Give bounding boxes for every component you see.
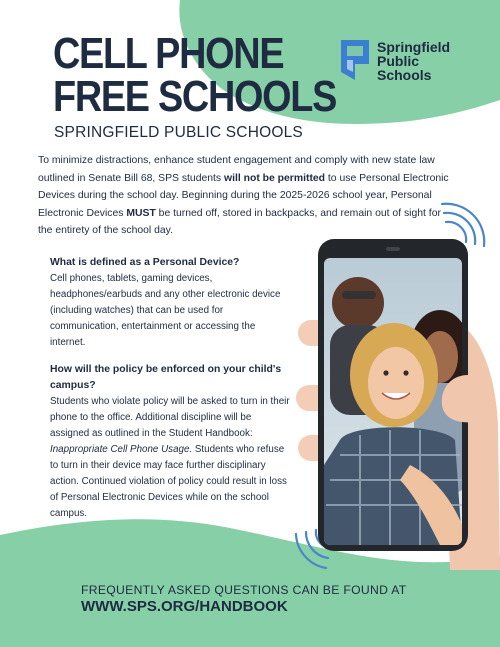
- faq-section: [50, 255, 290, 522]
- title-line-2: FREE SCHOOLS: [53, 72, 337, 121]
- phone-speaker: [386, 247, 400, 251]
- faq-question: How will the policy be enforced on your child's campus?: [50, 364, 282, 392]
- faq-question: What is defined as a Personal Device?: [50, 257, 240, 268]
- faq-answer: [50, 394, 290, 521]
- page-title: [53, 29, 337, 121]
- springfield-book-mark-icon: [341, 40, 371, 80]
- faq-answer: Cell phones, tablets, gaming devices, headphones/earbuds and any other electronic device (including watches) that can be used for communication, entertainment or accessing the internet.: [50, 272, 281, 348]
- intro-bold-2: MUST: [126, 207, 156, 219]
- logo-line-3: Schools: [377, 67, 432, 83]
- page-subtitle: SPRINGFIELD PUBLIC SCHOOLS: [54, 124, 303, 141]
- intro-text-3: be turned off, stored in backpacks, and remain out of sight for the entirety of the school day.: [38, 207, 441, 236]
- footer-note: FREQUENTLY ASKED QUESTIONS CAN BE FOUND AT: [81, 583, 407, 597]
- title-line-1: CELL PHONE: [53, 29, 284, 78]
- intro-bold-1: will not be permitted: [224, 172, 326, 184]
- logo-line-1: Springfield: [377, 39, 451, 55]
- faq-answer-text-2: Students who refuse to turn in their device may face further disciplinary action. Continued violation of policy could result in loss of Personal Electronic Devices while on the school campus.: [50, 443, 287, 519]
- faq-answer-italic: Inappropriate Cell Phone Usage.: [50, 443, 193, 455]
- logo-line-2: Public: [377, 53, 420, 69]
- faq-answer-text-1: Students who violate policy will be asked to turn in their phone to the office. Additional discipline will be assigned as outlined in the Student Handbook:: [50, 396, 290, 440]
- faq-item: [50, 255, 290, 350]
- phone-illustration: [290, 225, 500, 570]
- faq-item: [50, 362, 290, 521]
- handbook-link[interactable]: WWW.SPS.ORG/HANDBOOK: [81, 598, 288, 615]
- intro-text-1: To minimize distractions, enhance student engagement and comply with new state law outlined in Senate Bill 68, SPS students: [38, 155, 435, 184]
- logo-wordmark: [377, 40, 450, 82]
- springfield-logo: [341, 40, 481, 84]
- intro-text-2: to use Personal Electronic Devices during the school day. Beginning during the 2025-2026 school year, Personal Electronic Devices: [38, 172, 449, 219]
